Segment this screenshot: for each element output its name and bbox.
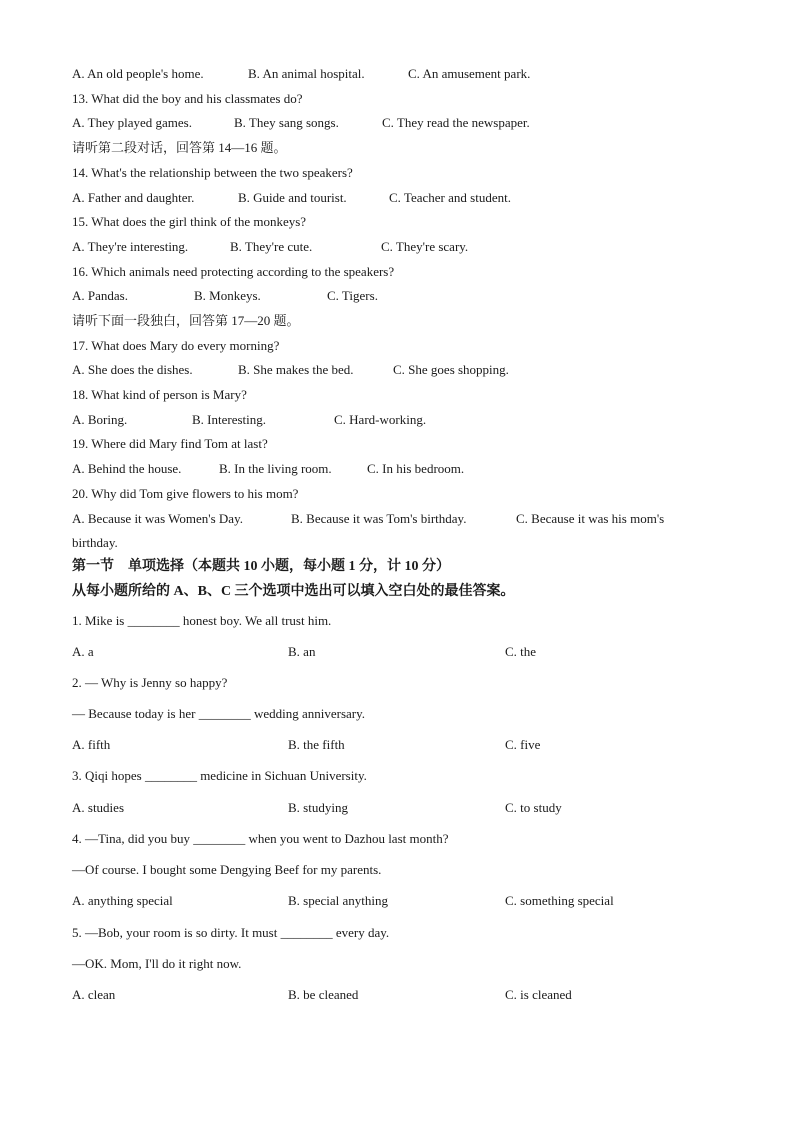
mc-q5-line2: —OK. Mom, I'll do it right now. bbox=[72, 956, 242, 971]
mc-q2-line1: 2. — Why is Jenny so happy? bbox=[72, 675, 228, 690]
q14-option-c[interactable]: C. Teacher and student. bbox=[389, 190, 511, 205]
q14-option-b[interactable]: B. Guide and tourist. bbox=[238, 190, 347, 205]
q12-option-a[interactable]: A. An old people's home. bbox=[72, 66, 204, 81]
q19-option-c[interactable]: C. In his bedroom. bbox=[367, 461, 465, 476]
mc-q1-question: 1. Mike is ________ honest boy. We all trust him. bbox=[72, 613, 332, 628]
mc-q5-option-a[interactable]: A. clean bbox=[72, 987, 116, 1002]
q20-option-c-continued: birthday. bbox=[72, 535, 118, 550]
q20-option-b[interactable]: B. Because it was Tom's birthday. bbox=[291, 511, 467, 526]
mc-q1-option-b[interactable]: B. an bbox=[288, 644, 316, 659]
mc-q3-question: 3. Qiqi hopes ________ medicine in Sichuan University. bbox=[72, 768, 367, 783]
q14-question: 14. What's the relationship between the two speakers? bbox=[72, 165, 353, 180]
mc-q2-option-b[interactable]: B. the fifth bbox=[288, 737, 345, 752]
mc-q2-line2: — Because today is her ________ wedding anniversary. bbox=[72, 706, 366, 721]
q14-option-a[interactable]: A. Father and daughter. bbox=[72, 190, 195, 205]
q20-option-c[interactable]: C. Because it was his mom's bbox=[516, 511, 665, 526]
mc-q5-option-c[interactable]: C. is cleaned bbox=[505, 987, 572, 1002]
q19-question: 19. Where did Mary find Tom at last? bbox=[72, 436, 268, 451]
mc-q2-option-c[interactable]: C. five bbox=[505, 737, 541, 752]
mc-q4-option-a[interactable]: A. anything special bbox=[72, 893, 173, 908]
q13-option-c[interactable]: C. They read the newspaper. bbox=[382, 115, 530, 130]
mc-q1-option-a[interactable]: A. a bbox=[72, 644, 94, 659]
section-title: 第一节 单项选择（本题共 10 小题，每小题 1 分，计 10 分） bbox=[72, 559, 450, 574]
q20-option-a[interactable]: A. Because it was Women's Day. bbox=[72, 511, 243, 526]
q18-option-b[interactable]: B. Interesting. bbox=[192, 412, 267, 427]
mc-q5-option-b[interactable]: B. be cleaned bbox=[288, 987, 359, 1002]
instruction-17-20: 请听下面一段独白，回答第 17—20 题。 bbox=[72, 313, 300, 328]
q16-option-b[interactable]: B. Monkeys. bbox=[194, 288, 261, 303]
q18-question: 18. What kind of person is Mary? bbox=[72, 387, 247, 402]
q16-option-a[interactable]: A. Pandas. bbox=[72, 288, 128, 303]
q16-option-c[interactable]: C. Tigers. bbox=[327, 288, 378, 303]
q12-option-c[interactable]: C. An amusement park. bbox=[408, 66, 531, 81]
mc-q4-line1: 4. —Tina, did you buy ________ when you went to Dazhou last month? bbox=[72, 831, 449, 846]
q15-option-c[interactable]: C. They're scary. bbox=[381, 239, 469, 254]
instruction-14-16: 请听第二段对话，回答第 14—16 题。 bbox=[72, 140, 287, 155]
section-instruction: 从每小题所给的 A、B、C 三个选项中选出可以填入空白处的最佳答案。 bbox=[72, 584, 515, 599]
mc-q3-option-c[interactable]: C. to study bbox=[505, 800, 562, 815]
q15-option-b[interactable]: B. They're cute. bbox=[230, 239, 313, 254]
q13-question: 13. What did the boy and his classmates do? bbox=[72, 91, 303, 106]
q19-option-a[interactable]: A. Behind the house. bbox=[72, 461, 182, 476]
q15-option-a[interactable]: A. They're interesting. bbox=[72, 239, 189, 254]
mc-q5-line1: 5. —Bob, your room is so dirty. It must ________ every day. bbox=[72, 925, 390, 940]
q13-option-a[interactable]: A. They played games. bbox=[72, 115, 192, 130]
mc-q4-option-b[interactable]: B. special anything bbox=[288, 893, 389, 908]
q12-option-b[interactable]: B. An animal hospital. bbox=[248, 66, 365, 81]
q17-option-a[interactable]: A. She does the dishes. bbox=[72, 362, 193, 377]
q17-option-c[interactable]: C. She goes shopping. bbox=[393, 362, 509, 377]
q18-option-a[interactable]: A. Boring. bbox=[72, 412, 128, 427]
q13-option-b[interactable]: B. They sang songs. bbox=[234, 115, 339, 130]
mc-q4-line2: —Of course. I bought some Dengying Beef for my parents. bbox=[72, 862, 382, 877]
q17-option-b[interactable]: B. She makes the bed. bbox=[238, 362, 354, 377]
q16-question: 16. Which animals need protecting according to the speakers? bbox=[72, 264, 395, 279]
q18-option-c[interactable]: C. Hard-working. bbox=[334, 412, 427, 427]
q15-question: 15. What does the girl think of the monkeys? bbox=[72, 214, 307, 229]
mc-q3-option-a[interactable]: A. studies bbox=[72, 800, 124, 815]
mc-q2-option-a[interactable]: A. fifth bbox=[72, 737, 111, 752]
mc-q1-option-c[interactable]: C. the bbox=[505, 644, 537, 659]
mc-q4-option-c[interactable]: C. something special bbox=[505, 893, 614, 908]
mc-q3-option-b[interactable]: B. studying bbox=[288, 800, 348, 815]
q19-option-b[interactable]: B. In the living room. bbox=[219, 461, 332, 476]
q17-question: 17. What does Mary do every morning? bbox=[72, 338, 280, 353]
q20-question: 20. Why did Tom give flowers to his mom? bbox=[72, 486, 299, 501]
